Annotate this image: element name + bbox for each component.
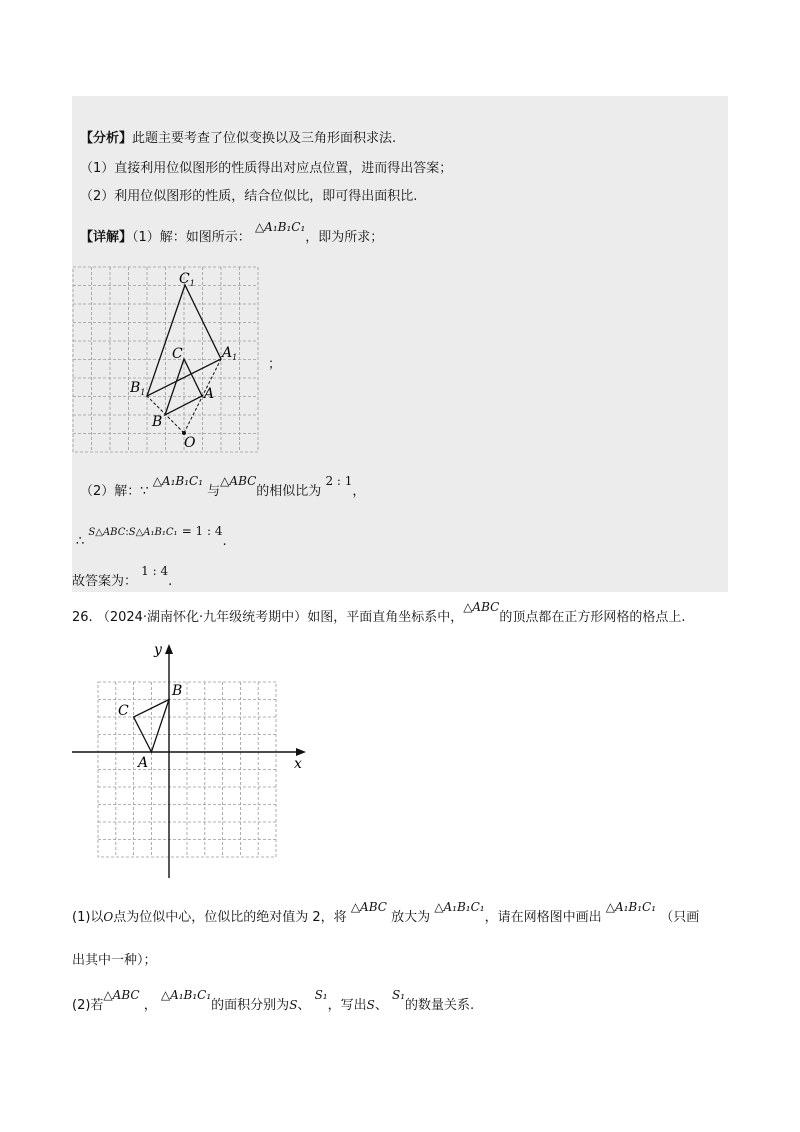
sub2-s1: S₁ [314,988,328,1002]
sub2-t2: 、 [297,998,311,1013]
sub1-t2: 放大为 [391,910,431,925]
sub2-triangle-a1b1c1: △A₁B₁C₁ [160,988,212,1002]
part2-ratio-text: 的相似比为 [256,484,322,499]
label-b-coordinate: B [172,683,183,699]
subquestion-1 [72,900,700,927]
analysis-step1: （1）直接利用位似图形的性质得出对应点位置，进而得出答案； [80,161,453,176]
analysis-line [80,130,396,148]
sub2-t1: 的面积分别为 [211,998,290,1013]
label-x: x [294,756,302,772]
label-y: y [154,642,162,658]
sub2-t3: ，写出 [327,998,367,1013]
part2-triangle-abc: △ABC [220,474,257,488]
sub1-t1: 点为位似中心，位似比的绝对值为 2，将 [113,910,347,925]
part2-prefix: （2）解：∵ [80,484,149,499]
subquestion-2 [72,988,475,1015]
area-ratio: = 1 : 4 [181,524,223,538]
label-a-coordinate: A [138,755,149,771]
period: . [222,534,227,549]
sub1-triangle-a1b1c1-2: △A₁B₁C₁ [605,900,657,914]
answer-prefix: 故答案为： [72,574,138,589]
sub1-triangle-abc: △ABC [350,900,387,914]
answer-line [72,564,173,591]
sub2-s1-2: S₁ [392,988,406,1002]
question-triangle-abc: △ABC [463,600,500,614]
detail-part2 [80,474,366,501]
triangle-a1b1c1-label: △A₁B₁C₁ [254,220,306,234]
analysis-text: 此题主要考查了位似变换以及三角形面积求法. [132,131,397,146]
sub1-o: O [103,910,114,924]
x-axis-arrow [296,748,306,756]
analysis-title: 【分析】 [80,131,133,146]
sub2-s-2: S [366,998,375,1012]
sub2-t4: 、 [374,998,388,1013]
coordinate-figure [66,640,316,885]
answer-value: 1 : 4 [141,564,169,578]
label-c1: $C_1$ [179,271,195,288]
label-b1: $B_1$ [130,380,146,397]
sub2-comma: ， [143,998,157,1013]
detail-part1-suffix: ，即为所求； [305,230,384,245]
label-a1: $A_1$ [222,345,238,362]
question-26 [72,600,686,627]
area-abc: S△ABC [88,527,126,538]
triangle-abc [165,359,202,415]
sub2-prefix: (2)若 [72,998,104,1013]
part2-ratio: 2 : 1 [325,474,353,488]
area-a1b1c1: S△A₁B₁C₁ [128,527,178,538]
part2-mid: 与 [207,484,221,499]
question-text2: 的顶点都在正方形网格的格点上. [499,610,686,625]
sub1-t3: ，请在网格图中画出 [484,910,602,925]
question-text1: 如图，平面直角坐标系中， [307,610,464,625]
label-c: C [172,346,183,362]
detail-title: 【详解】 [80,230,133,245]
answer-end: . [168,574,173,589]
label-c-coordinate: C [118,703,129,719]
label-o: O [184,435,196,451]
sub1-prefix: (1)以 [72,910,104,925]
y-axis-arrow [165,644,173,654]
part2-triangle-a1b1c1: △A₁B₁C₁ [152,474,204,488]
sub1-triangle-a1b1c1: △A₁B₁C₁ [434,900,485,914]
sub2-triangle-abc: △ABC [103,988,140,1002]
label-b: B [152,414,163,430]
analysis-step2: （2）利用位似图形的性质，结合位似比，即可得出面积比. [80,189,418,204]
question-source: （2024·湖南怀化·九年级统考期中） [96,610,308,625]
detail-line-1 [80,220,384,247]
detail-part1-prefix: （1）解：如图所示： [132,230,251,245]
part2-end: ， [352,484,366,499]
question-number: 26. [72,610,93,625]
therefore-symbol: ∴ [76,534,85,549]
label-a: A [204,386,215,402]
sub2-t5: 的数量关系. [405,998,475,1013]
detail-therefore: ∴ $^{S\triangle ABC:S\triangle A_1B_1C_1}$ = 1 : 4. [76,524,227,549]
figure-semicolon: ； [268,357,282,372]
sub1-t4: （只画 [660,910,700,925]
sub2-s: S [289,998,298,1012]
sub1-t5: 出其中一种）； [72,953,157,968]
similarity-figure [72,266,272,456]
